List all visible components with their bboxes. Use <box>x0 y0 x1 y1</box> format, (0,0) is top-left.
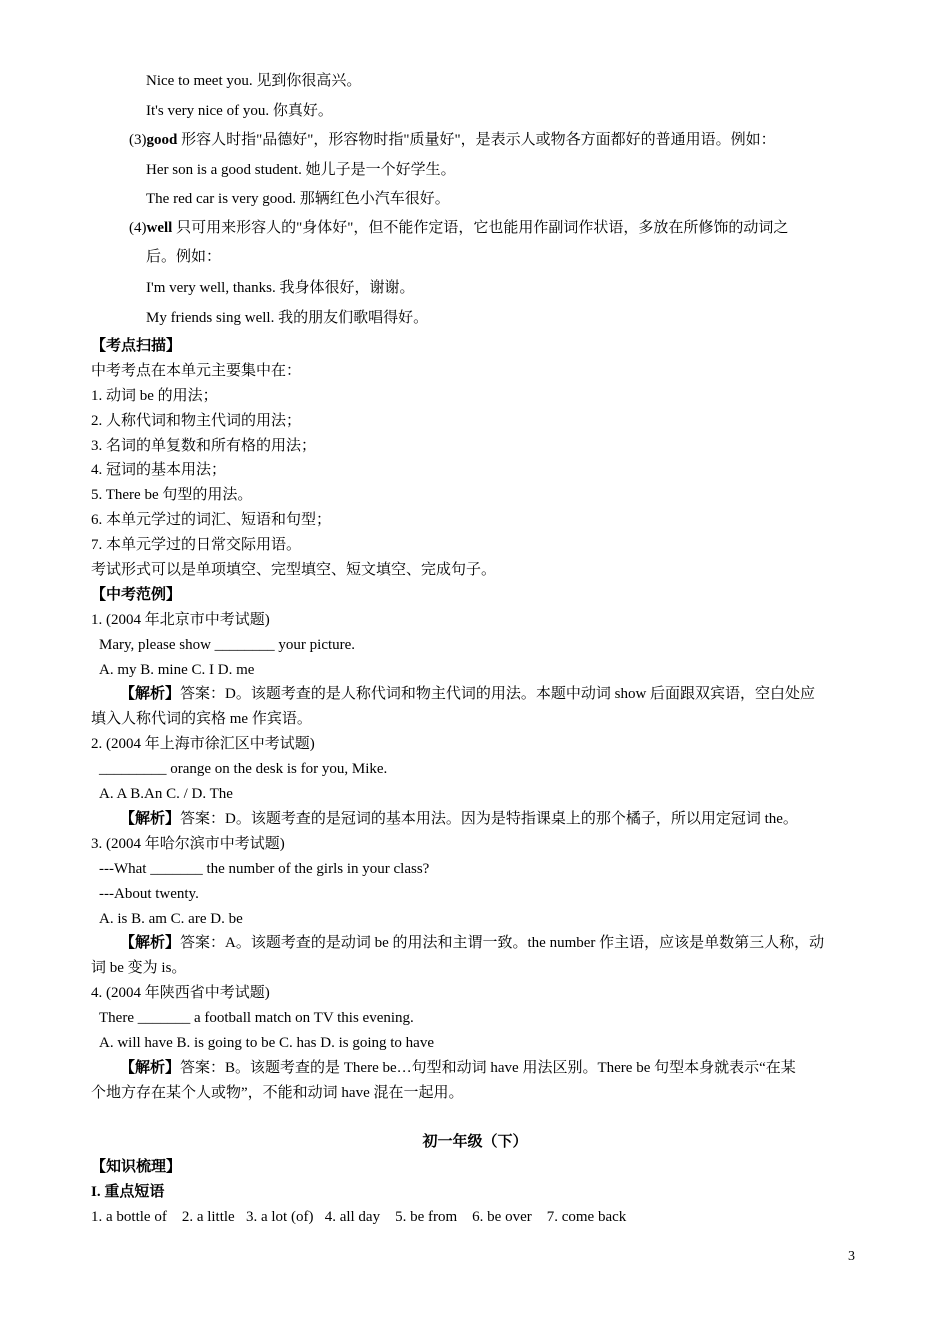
grade-title: 初一年级（下） <box>422 1134 528 1150</box>
question-title: 1. (2004 年北京市中考试题) <box>91 612 270 628</box>
question-stem: _________ orange on the desk is for you, Mike. <box>99 761 388 777</box>
analysis-text: 答案：A。该题考查的是动词 be 的用法和主谓一致。the number 作主语，应该是单数第三人称，动 <box>180 935 825 951</box>
keyword-well: well <box>146 220 173 236</box>
analysis-label: 【解析】 <box>120 686 181 702</box>
analysis <box>120 1059 796 1077</box>
analysis <box>120 685 815 703</box>
analysis-label: 【解析】 <box>120 935 181 951</box>
analysis-label: 【解析】 <box>120 811 181 827</box>
question-title: 2. (2004 年上海市徐汇区中考试题) <box>91 736 315 752</box>
example-sentence: I'm very well, thanks. 我身体很好，谢谢。 <box>146 280 415 296</box>
analysis-text: 答案：B。该题考查的是 There be…句型和动词 have 用法区别。There be 句型本身就表示“在某 <box>180 1060 796 1076</box>
analysis-text-continued: 词 be 变为 is。 <box>91 960 187 976</box>
section-heading-examples: 【中考范例】 <box>91 587 182 603</box>
question-stem: There _______ a football match on TV this evening. <box>99 1010 414 1026</box>
question-stem: ---About twenty. <box>99 886 199 902</box>
scan-item: 3. 名词的单复数和所有格的用法； <box>91 438 317 454</box>
example-sentence: My friends sing well. 我的朋友们歌唱得好。 <box>146 310 429 326</box>
question-options: A. A B.An C. / D. The <box>99 786 233 802</box>
usage-text-continued: 后。例如： <box>146 249 222 265</box>
example-sentence: It's very nice of you. 你真好。 <box>146 103 333 119</box>
analysis-text-continued: 填入人称代词的宾格 me 作宾语。 <box>91 711 312 727</box>
phrase-list: 1. a bottle of 2. a little 3. a lot (of) 4. all day 5. be from 6. be over 7. come back <box>91 1209 627 1225</box>
scan-item: 4. 冠词的基本用法； <box>91 462 227 478</box>
usage-text: 只可用来形容人的"身体好"，但不能作定语，它也能用作副词作状语，多放在所修饰的动词之 <box>172 220 789 236</box>
usage-paragraph-good <box>129 131 776 149</box>
section-heading-knowledge: 【知识梳理】 <box>91 1159 182 1175</box>
scan-item: 6. 本单元学过的词汇、短语和句型； <box>91 512 332 528</box>
question-options: A. is B. am C. are D. be <box>99 911 243 927</box>
question-options: A. will have B. is going to be C. has D. is going to have <box>99 1035 434 1051</box>
scan-item: 7. 本单元学过的日常交际用语。 <box>91 537 302 553</box>
usage-text: 形容人时指"品德好"，形容物时指"质量好"，是表示人或物各方面都好的普通用语。例如： <box>177 132 776 148</box>
item-number: (4) <box>129 220 147 236</box>
keyword-good: good <box>146 132 178 148</box>
analysis <box>120 934 824 952</box>
analysis-label: 【解析】 <box>120 1060 181 1076</box>
analysis <box>120 810 798 828</box>
subsection-heading: I. 重点短语 <box>91 1184 165 1200</box>
analysis-text-continued: 个地方存在某个人或物”，不能和动词 have 混在一起用。 <box>91 1085 464 1101</box>
question-title: 4. (2004 年陕西省中考试题) <box>91 985 270 1001</box>
scan-item: 5. There be 句型的用法。 <box>91 487 253 503</box>
question-options: A. my B. mine C. I D. me <box>99 662 255 678</box>
question-stem: ---What _______ the number of the girls in your class? <box>99 861 430 877</box>
item-number: (3) <box>129 132 147 148</box>
example-sentence: Nice to meet you. 见到你很高兴。 <box>146 73 362 89</box>
example-sentence: Her son is a good student. 她儿子是一个好学生。 <box>146 162 456 178</box>
question-stem: Mary, please show ________ your picture. <box>99 637 356 653</box>
page-number: 3 <box>848 1249 855 1264</box>
usage-paragraph-well <box>129 219 788 237</box>
scan-lead: 中考考点在本单元主要集中在： <box>91 363 302 379</box>
section-heading-scan: 【考点扫描】 <box>91 338 182 354</box>
question-title: 3. (2004 年哈尔滨市中考试题) <box>91 836 285 852</box>
scan-tail: 考试形式可以是单项填空、完型填空、短文填空、完成句子。 <box>91 562 497 578</box>
example-sentence: The red car is very good. 那辆红色小汽车很好。 <box>146 191 450 207</box>
scan-item: 2. 人称代词和物主代词的用法； <box>91 413 302 429</box>
analysis-text: 答案：D。该题考查的是人称代词和物主代词的用法。本题中动词 show 后面跟双宾语，空白处应 <box>180 686 816 702</box>
analysis-text: 答案：D。该题考查的是冠词的基本用法。因为是特指课桌上的那个橘子，所以用定冠词 the。 <box>180 811 798 827</box>
scan-item: 1. 动词 be 的用法； <box>91 388 218 404</box>
